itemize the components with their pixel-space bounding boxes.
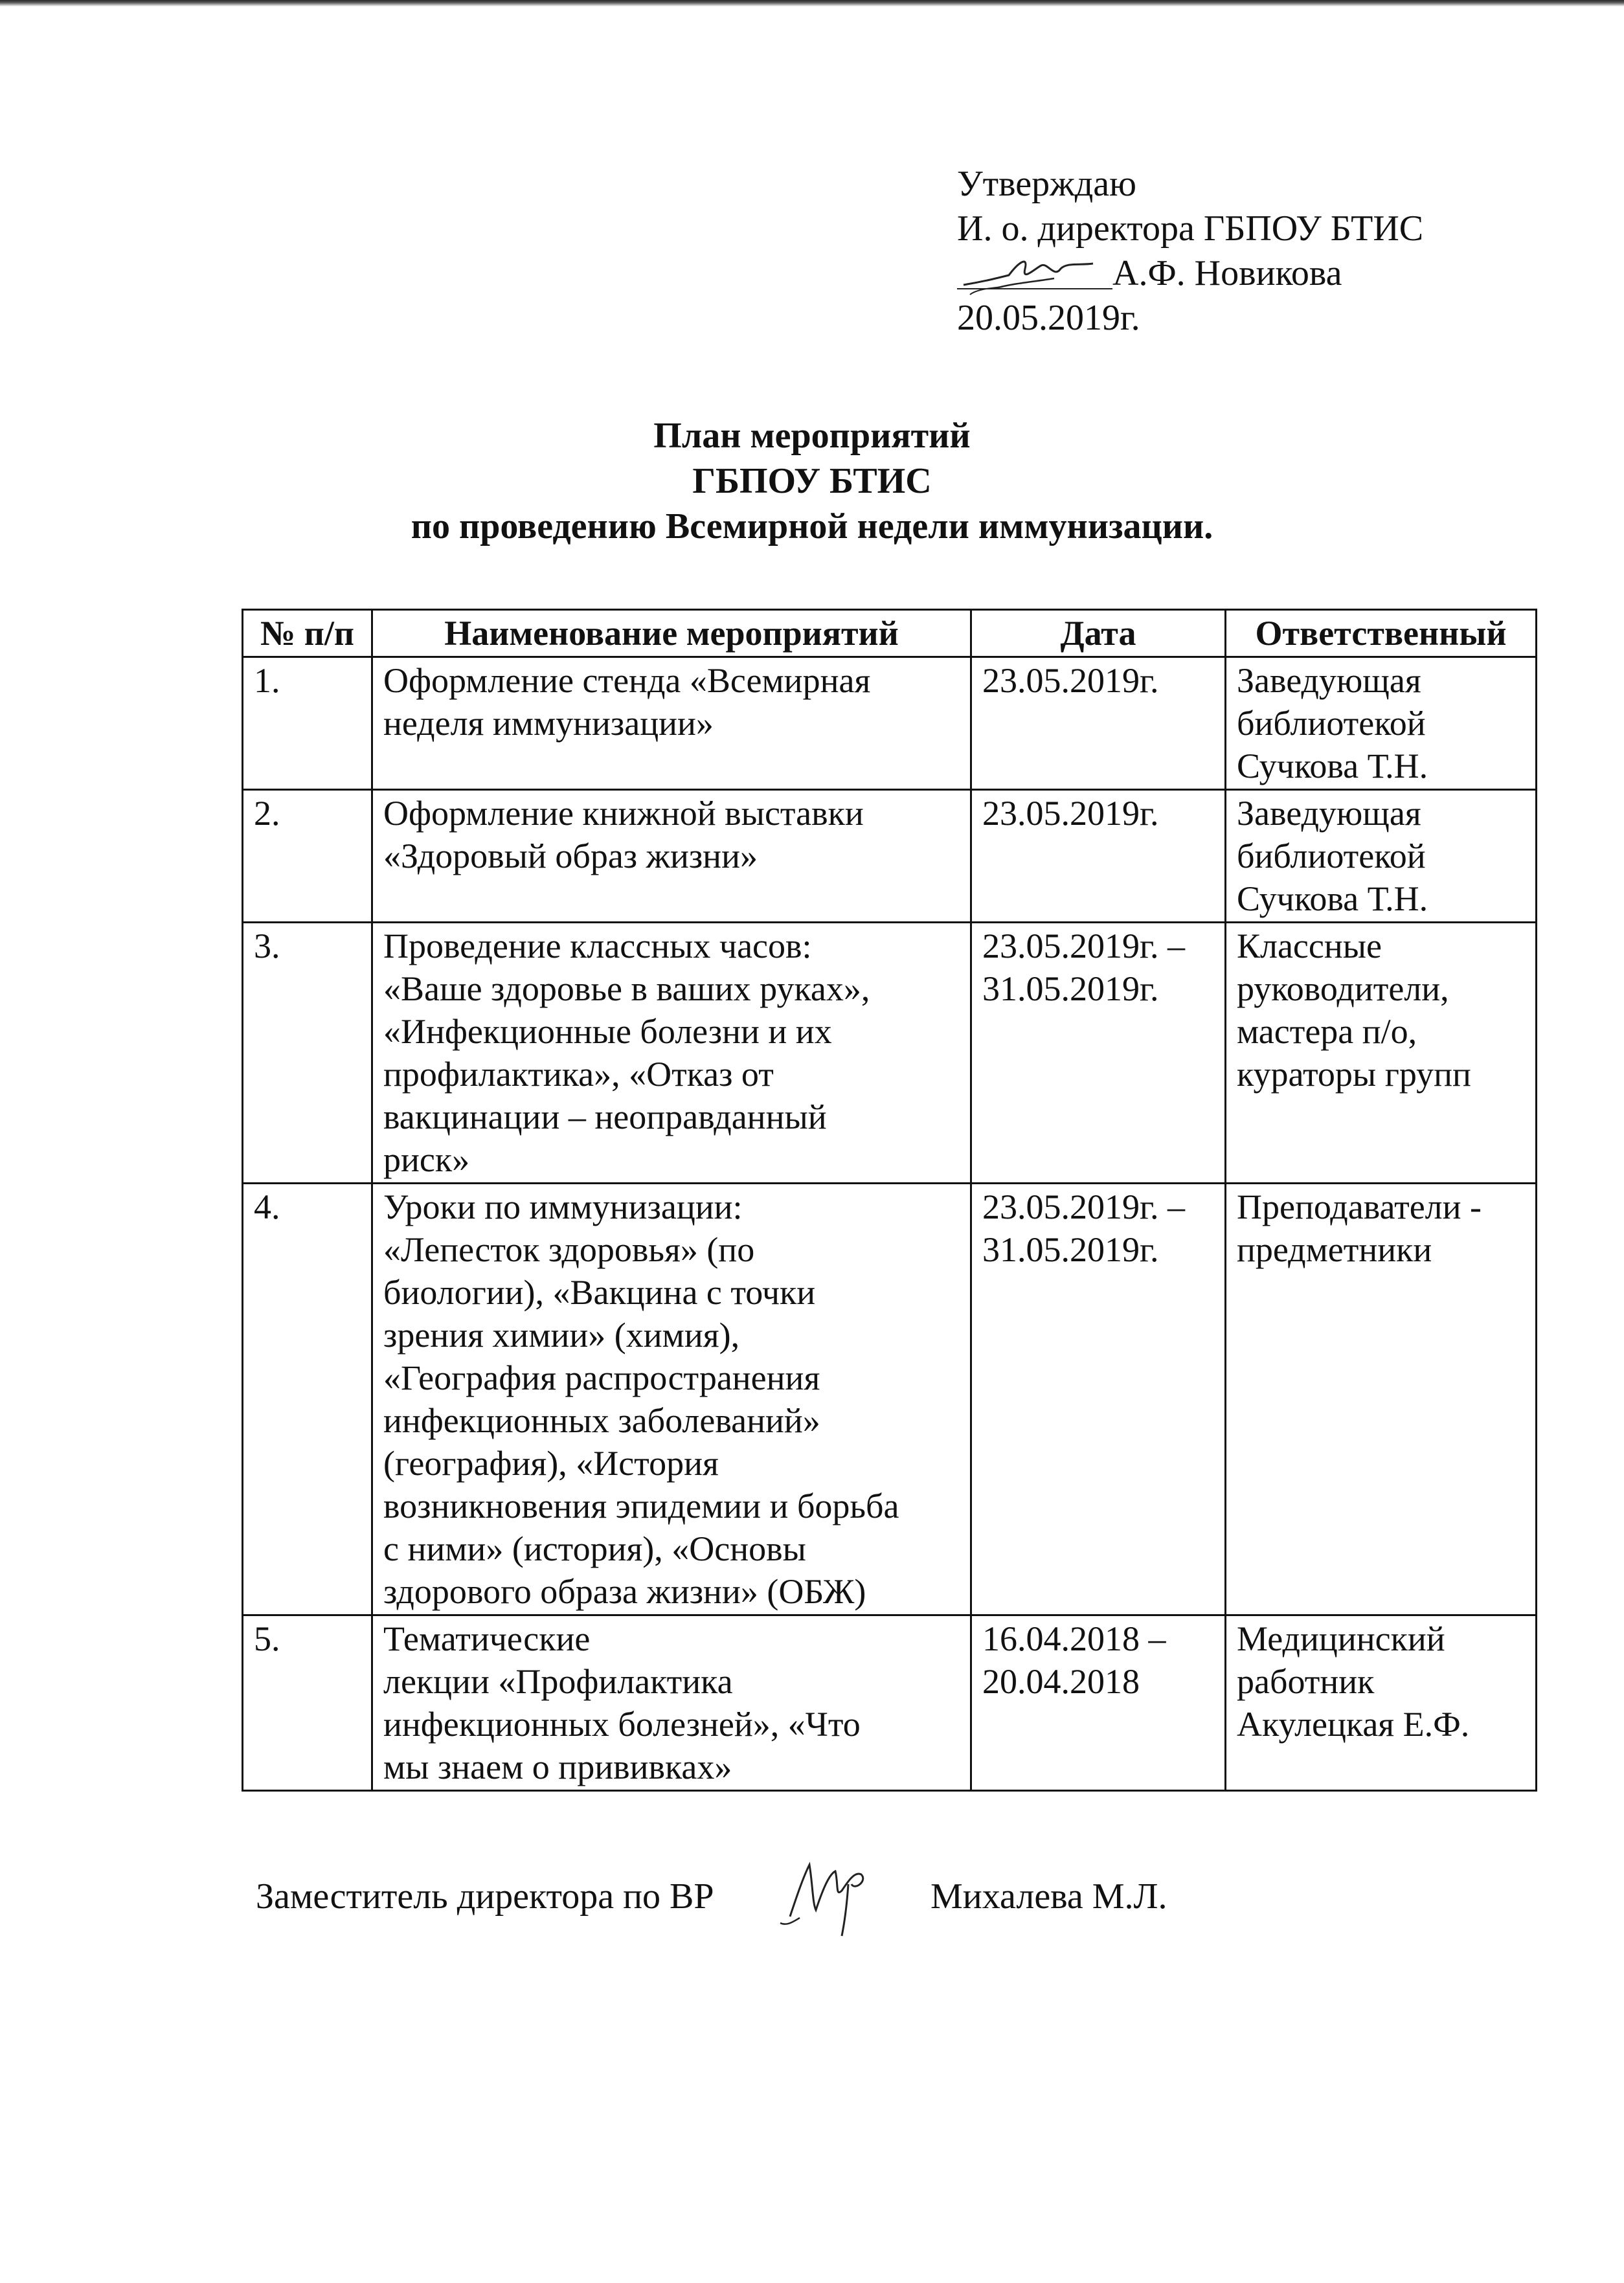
event-name-line: Тематические [383, 1619, 591, 1658]
responsible-line: руководители, [1237, 969, 1449, 1008]
header-number: № п/п [243, 610, 372, 657]
responsible-line: Сучкова Т.Н. [1237, 747, 1428, 785]
deputy-title: Заместитель директора по ВР [256, 1876, 714, 1917]
row-number: 4. [243, 1184, 372, 1615]
event-name-line: неделя иммунизации» [383, 704, 714, 743]
table-row [243, 657, 1537, 790]
row-number: 2. [243, 790, 372, 923]
date-line: 31.05.2019г. [982, 969, 1159, 1008]
approval-signature-row [957, 251, 1423, 296]
document-title [0, 413, 1624, 549]
event-name-line: (география), «История [383, 1444, 719, 1483]
event-name-cell [372, 923, 971, 1184]
event-name-line: возникновения эпидемии и борьба [383, 1487, 899, 1525]
event-name-line: зрения химии» (химия), [383, 1316, 740, 1355]
header-event-name: Наименование мероприятий [372, 610, 971, 657]
responsible-cell [1226, 1184, 1537, 1615]
event-name-cell [372, 1615, 971, 1791]
deputy-signature [777, 1845, 894, 1946]
date-line: 23.05.2019г. – [982, 927, 1186, 965]
event-name-line: вакцинации – неоправданный [383, 1097, 827, 1136]
responsible-line: кураторы групп [1237, 1055, 1471, 1094]
scan-edge [0, 0, 1624, 6]
event-name-line: лекции «Профилактика [383, 1662, 733, 1701]
event-name-line: здорового образа жизни» (ОБЖ) [383, 1572, 866, 1611]
event-name-line: инфекционных заболеваний» [383, 1401, 820, 1440]
event-name-line: Проведение классных часов: [383, 927, 812, 965]
event-name-line: с ними» (история), «Основы [383, 1529, 806, 1568]
header-date: Дата [971, 610, 1226, 657]
title-line-3: по проведению Всемирной недели иммунизации. [411, 506, 1213, 546]
director-name: А.Ф. Новикова [1112, 253, 1342, 293]
table-body [243, 657, 1537, 1791]
event-name-line: «Лепесток здоровья» (по [383, 1230, 755, 1269]
responsible-line: Заведующая [1237, 794, 1421, 833]
title-line-2: ГБПОУ БТИС [692, 461, 932, 501]
date-cell [971, 1615, 1226, 1791]
row-number: 5. [243, 1615, 372, 1791]
approval-position: И. о. директора ГБПОУ БТИС [957, 208, 1424, 249]
event-name-line: Оформление книжной выставки [383, 794, 864, 833]
date-line: 23.05.2019г. [982, 794, 1159, 833]
approval-heading: Утверждаю [957, 164, 1136, 204]
approval-block [957, 162, 1423, 341]
date-cell [971, 790, 1226, 923]
event-name-line: Оформление стенда «Всемирная [383, 661, 871, 700]
date-line: 16.04.2018 – [982, 1619, 1166, 1658]
responsible-line: Заведующая [1237, 661, 1421, 700]
responsible-line: библиотекой [1237, 704, 1426, 743]
event-name-line: риск» [383, 1140, 470, 1179]
responsible-line: Сучкова Т.Н. [1237, 879, 1428, 918]
responsible-line: работник [1237, 1662, 1375, 1701]
event-name-line: профилактика», «Отказ от [383, 1055, 774, 1094]
row-number: 3. [243, 923, 372, 1184]
director-signature [957, 257, 1112, 296]
event-name-line: «Здоровый образ жизни» [383, 837, 758, 875]
date-cell [971, 1184, 1226, 1615]
event-name-line: «Ваше здоровье в ваших руках», [383, 969, 870, 1008]
events-table [242, 609, 1537, 1792]
title-line-1: План мероприятий [653, 416, 971, 456]
responsible-cell [1226, 790, 1537, 923]
date-cell [971, 923, 1226, 1184]
table-header-row [243, 610, 1537, 657]
date-line: 23.05.2019г. – [982, 1187, 1186, 1226]
responsible-cell [1226, 1615, 1537, 1791]
responsible-line: Преподаватели - [1237, 1187, 1482, 1226]
responsible-line: библиотекой [1237, 837, 1426, 875]
responsible-line: предметники [1237, 1230, 1432, 1269]
row-number: 1. [243, 657, 372, 790]
event-name-line: биологии), «Вакцина с точки [383, 1273, 816, 1312]
event-name-line: инфекционных болезней», «Что [383, 1705, 861, 1744]
responsible-line: Акулецкая Е.Ф. [1237, 1705, 1470, 1744]
event-name-cell [372, 657, 971, 790]
responsible-line: мастера п/о, [1237, 1012, 1417, 1051]
event-name-line: «География распространения [383, 1358, 820, 1397]
table-row [243, 1184, 1537, 1615]
table-row [243, 790, 1537, 923]
event-name-cell [372, 1184, 971, 1615]
date-line: 31.05.2019г. [982, 1230, 1159, 1269]
responsible-cell [1226, 923, 1537, 1184]
table-row [243, 1615, 1537, 1791]
date-line: 23.05.2019г. [982, 661, 1159, 700]
date-cell [971, 657, 1226, 790]
event-name-line: мы знаем о прививках» [383, 1748, 732, 1786]
responsible-line: Классные [1237, 927, 1382, 965]
responsible-line: Медицинский [1237, 1619, 1445, 1658]
event-name-line: Уроки по иммунизации: [383, 1187, 743, 1226]
date-line: 20.04.2018 [982, 1662, 1140, 1701]
responsible-cell [1226, 657, 1537, 790]
header-responsible: Ответственный [1226, 610, 1537, 657]
deputy-name: Михалева М.Л. [930, 1876, 1167, 1917]
event-name-cell [372, 790, 971, 923]
event-name-line: «Инфекционные болезни и их [383, 1012, 832, 1051]
approval-date: 20.05.2019г. [957, 298, 1140, 338]
table-row [243, 923, 1537, 1184]
